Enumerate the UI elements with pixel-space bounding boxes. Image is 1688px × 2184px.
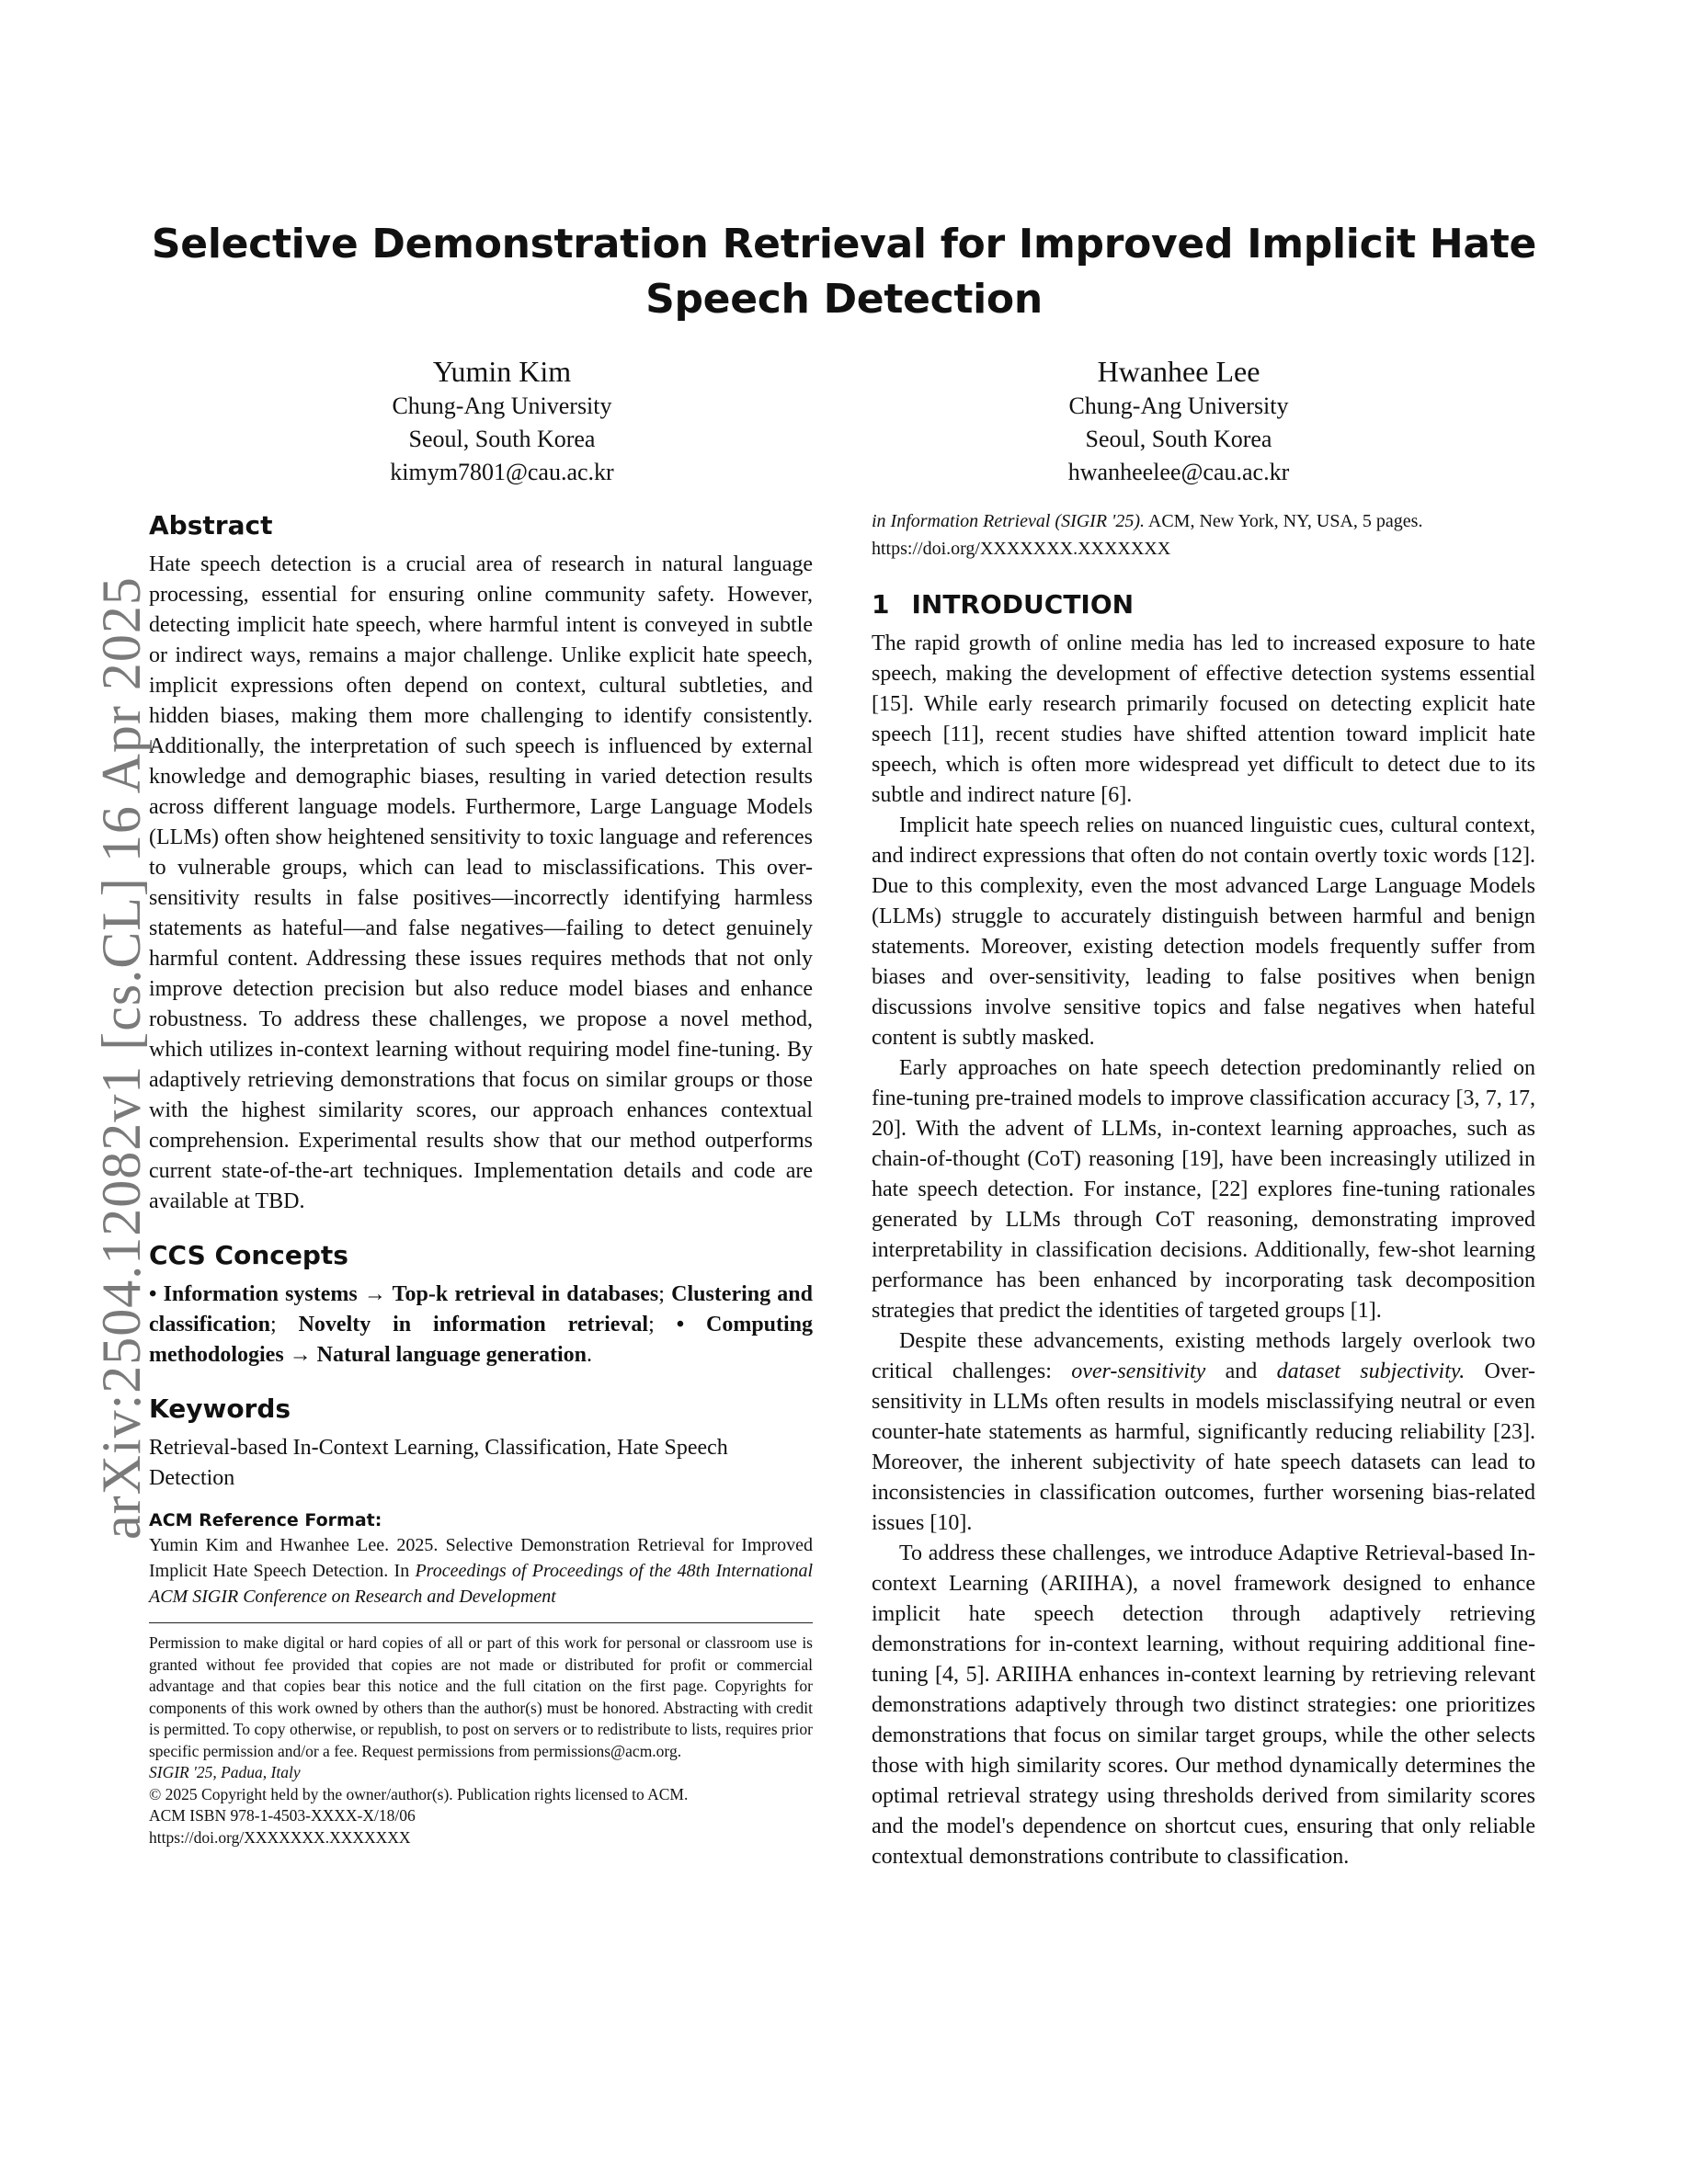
- author-location: Seoul, South Korea: [1085, 426, 1272, 452]
- author-email[interactable]: kimym7801@cau.ac.kr: [390, 459, 614, 485]
- ccs-item: • Information systems → Top-k retrieval in databases: [149, 1282, 659, 1306]
- abstract-heading: Abstract: [149, 510, 273, 540]
- permission-notice: Permission to make digital or hard copies of all or part of this work for personal or classroom use is granted without fee provided that copies are not made or distributed for profit or commercial advantage and that copies bear this notice and the full citation on the first page. Copyrights for components of this work owned by others than the author(s) must be honored. Abstracting with credit is permitted. To copy otherwise, or republish, to post on servers or to redistribute to lists, requires prior specific permission and/or a fee. Request permissions from permissions@acm.org.: [149, 1633, 813, 1760]
- acm-ref-venue: Proceedings of Proceedings of the 48th International ACM SIGIR Conference on Research and Development: [149, 1561, 814, 1607]
- author-email[interactable]: hwanheelee@cau.ac.kr: [1067, 459, 1290, 485]
- ccs-sep: ;: [270, 1313, 299, 1337]
- intro-paragraph: The rapid growth of online media has led to increased exposure to hate speech, making the development of effective detection systems essential [15]. While early research primarily focused on detecting explicit hate speech [11], recent studies have shifted attention toward implicit hate speech, which is often more widespread yet difficult to detect due to its subtle and indirect nature [6].: [872, 631, 1535, 807]
- acm-ref-venue-cont: in Information Retrieval (SIGIR '25).: [872, 511, 1145, 531]
- arxiv-side-label: arXiv:2504.12082v1 [cs.CL] 16 Apr 2025: [91, 576, 152, 1540]
- acm-ref-doi[interactable]: https://doi.org/XXXXXXX.XXXXXXX: [872, 539, 1171, 559]
- paper-title: Selective Demonstration Retrieval for Improved Implicit Hate Speech Detection: [151, 221, 1537, 323]
- author-affiliation: Chung-Ang University: [392, 392, 612, 419]
- ccs-heading: CCS Concepts: [149, 1240, 348, 1270]
- keywords-heading: Keywords: [149, 1393, 291, 1424]
- author-name: Yumin Kim: [432, 355, 572, 388]
- intro-text: Despite these advancements, existing methods largely overlook two critical challenges:: [872, 1329, 1535, 1383]
- ccs-item: Novelty in information retrieval: [298, 1313, 649, 1337]
- section-title: INTRODUCTION: [911, 589, 1135, 620]
- intro-text: Over-sensitivity in LLMs often results in models misclassifying neutral or even counter-hate statements as harmful, significantly reducing reliability [23]. Moreover, the inherent subjectivity of hate speech datasets can lead to inconsistencies in classification outcomes, further worsening bias-related issues [10].: [872, 1359, 1535, 1535]
- ccs-item: Clustering and classification: [149, 1282, 814, 1337]
- intro-emph: over-sensitivity: [1071, 1359, 1206, 1383]
- abstract-text: Hate speech detection is a crucial area of research in natural language processing, essential for ensuring online community safety. However, detecting implicit hate speech, where harmful intent is conveyed in subtle or indirect ways, remains a major challenge. Unlike explicit hate speech, implicit expressions often depend on context, cultural subtleties, and hidden biases, making them more challenging to identify consistently. Additionally, the interpretation of such speech is influenced by external knowledge and demographic biases, resulting in varied detection results across different language models. Furthermore, Large Language Models (LLMs) often show heightened sensitivity to toxic language and references to vulnerable groups, which can lead to misclassifications. This over-sensitivity results in false positives—incorrectly identifying harmless statements as hateful—and false negatives—failing to detect genuinely harmful content. Addressing these issues requires methods that not only improve detection precision but also reduce model biases and enhance robustness. To address these challenges, we propose a novel method, which utilizes in-context learning without requiring model fine-tuning. By adaptively retrieving demonstrations that focus on similar groups or those with the highest similarity scores, our approach enhances contextual comprehension. Experimental results show that our method outperforms current state-of-the-art techniques. Implementation details and code are available at TBD.: [149, 552, 813, 1213]
- ccs-item: • Computing methodologies → Natural language generation: [149, 1313, 814, 1367]
- intro-emph: dataset subjectivity.: [1276, 1359, 1466, 1383]
- author-block: [245, 351, 759, 489]
- intro-heading: [872, 586, 1535, 623]
- acm-ref-continued: [872, 507, 1535, 563]
- acm-ref-text: [149, 1532, 813, 1610]
- doi-link[interactable]: https://doi.org/XXXXXXX.XXXXXXX: [149, 1827, 411, 1847]
- intro-paragraph: Early approaches on hate speech detection predominantly relied on fine-tuning pre-trained models to improve classification accuracy [3, 7, 17, 20]. With the advent of LLMs, in-context learning approaches, such as chain-of-thought (CoT) reasoning [19], have been increasingly utilized in hate speech detection. For instance, [22] explores fine-tuning rationales generated by LLMs through CoT reasoning, demonstrating improved interpretability in classification decisions. Additionally, few-shot learning performance has been enhanced by incorporating task decomposition strategies that predict the identities of targeted groups [1].: [872, 1056, 1535, 1323]
- acm-ref-heading: ACM Reference Format:: [149, 1510, 382, 1530]
- intro-paragraph: To address these challenges, we introduce Adaptive Retrieval-based In-context Learning (ARIIHA), a novel framework designed to enhance implicit hate speech detection through adaptively retrieving demonstrations for in-context learning, without requiring additional fine-tuning [4, 5]. ARIIHA enhances in-context learning by retrieving relevant demonstrations adaptively through two distinct strategies: one prioritizes demonstrations that focus on similar target groups, while the other selects those with high similarity scores. Our method dynamically determines the optimal retrieval strategy using thresholds derived from similarity scores and the model's dependence on shortcut cues, ensuring that only reliable contextual demonstrations contribute to classification.: [872, 1541, 1535, 1869]
- copyright-line: © 2025 Copyright held by the owner/author(s). Publication rights licensed to ACM.: [149, 1784, 689, 1803]
- venue-line: SIGIR '25, Padua, Italy: [149, 1763, 301, 1781]
- acm-ref-publisher: ACM, New York, NY, USA, 5 pages.: [1145, 511, 1423, 531]
- intro-text: and: [1205, 1359, 1277, 1383]
- section-number: 1: [872, 589, 890, 620]
- author-name: Hwanhee Lee: [1097, 355, 1260, 388]
- ccs-sep: .: [586, 1343, 592, 1367]
- ccs-sep: ;: [648, 1313, 677, 1337]
- keywords-text: Retrieval-based In-Context Learning, Classification, Hate Speech Detection: [149, 1436, 728, 1490]
- intro-paragraph: [872, 1326, 1535, 1539]
- right-column: [872, 507, 1535, 1872]
- ccs-sep: ;: [658, 1282, 672, 1306]
- author-affiliation: Chung-Ang University: [1068, 392, 1289, 419]
- left-column: [149, 507, 813, 1848]
- author-block: [921, 351, 1436, 489]
- ccs-concepts: [149, 1280, 813, 1371]
- author-location: Seoul, South Korea: [408, 426, 596, 452]
- footnote-rule: [149, 1622, 813, 1623]
- intro-paragraph: Implicit hate speech relies on nuanced linguistic cues, cultural context, and indirect expressions that often do not contain overtly toxic words [12]. Due to this complexity, even the most advanced Large Language Models (LLMs) struggle to accurately distinguish between harmful and benign statements. Moreover, existing detection models frequently suffer from biases and over-sensitivity, leading to false positives when benign discussions involve sensitive topics and false negatives when hateful content is subtly masked.: [872, 813, 1535, 1050]
- acm-ref-plain: Yumin Kim and Hwanhee Lee. 2025. Selective Demonstration Retrieval for Improved Implicit Hate Speech Detection. In: [149, 1535, 813, 1581]
- isbn-line: ACM ISBN 978-1-4503-XXXX-X/18/06: [149, 1806, 416, 1825]
